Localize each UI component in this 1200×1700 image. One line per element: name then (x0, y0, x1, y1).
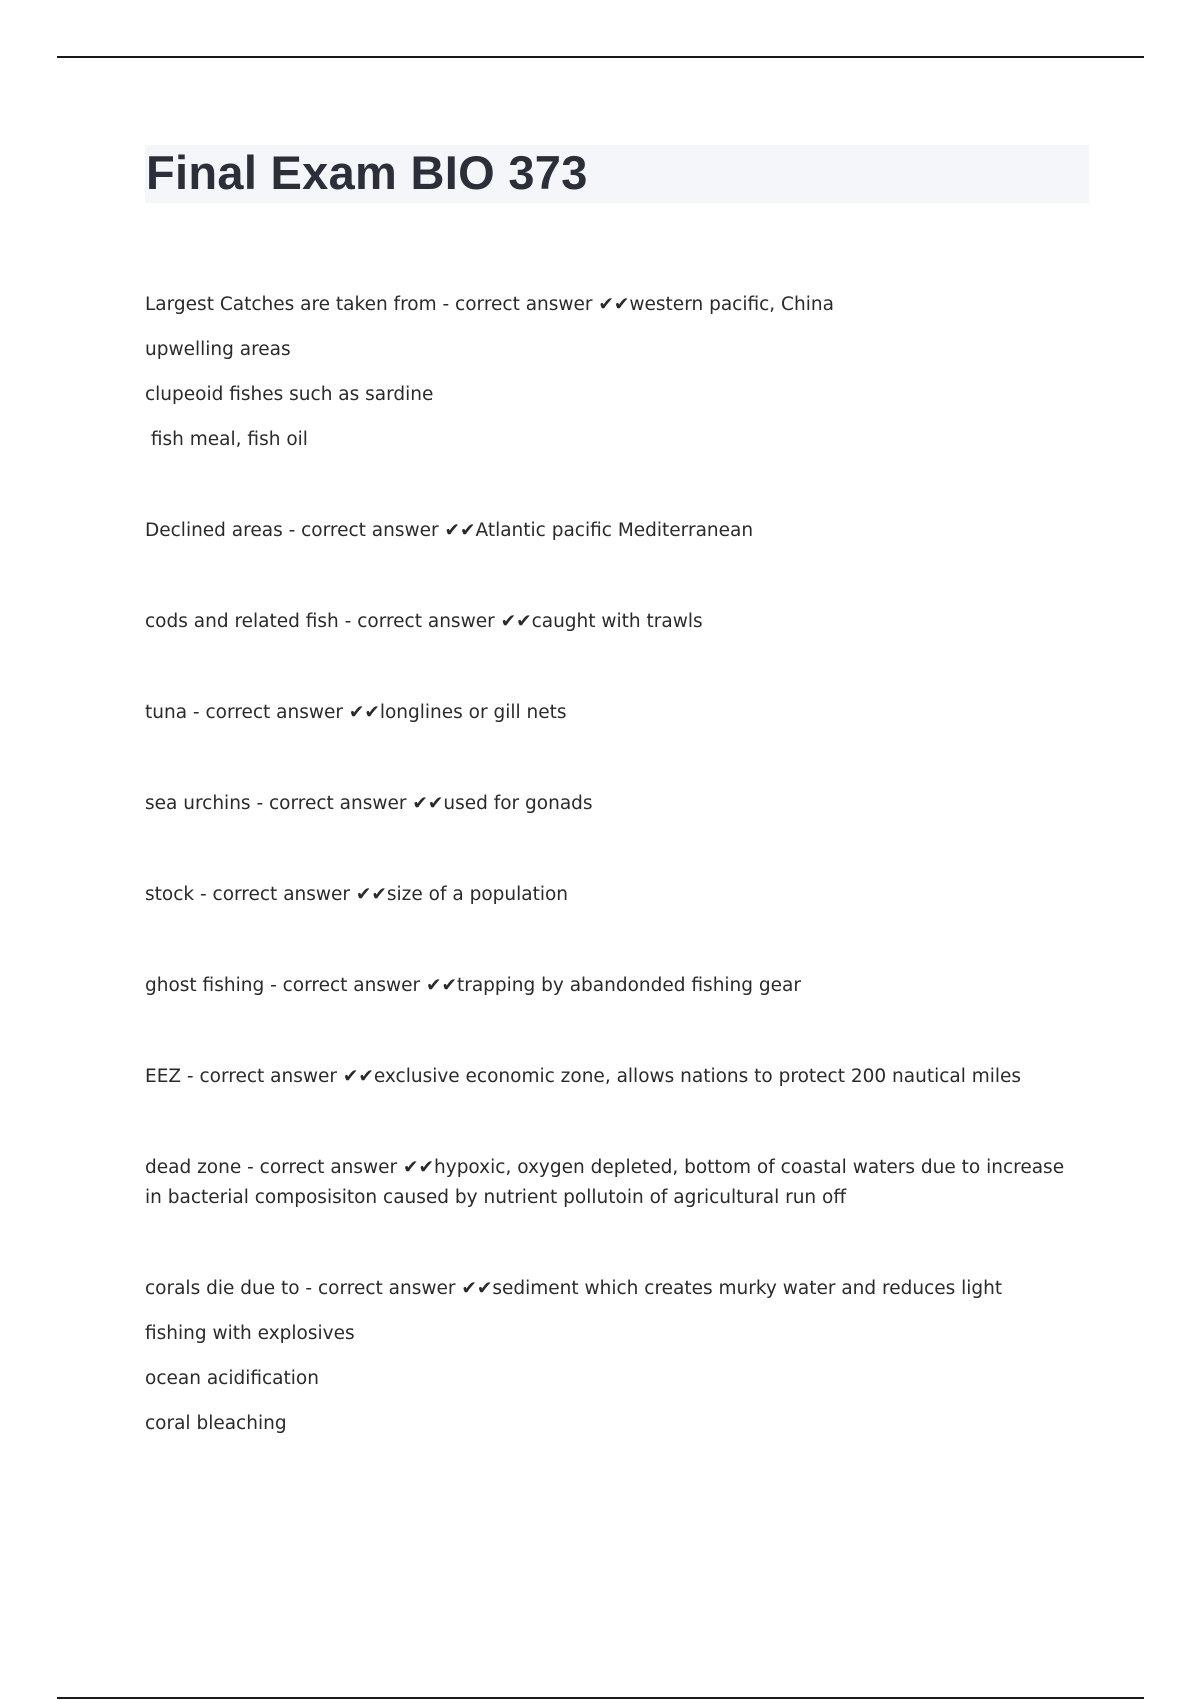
qa-line: EEZ - correct answer ✔✔exclusive economic zone, allows nations to protect 200 nautical miles (145, 1066, 1022, 1087)
qa-line: dead zone - correct answer ✔✔hypoxic, oxygen depleted, bottom of coastal waters due to increase in bacterial composisiton caused by nutrient pollutoin of agricultural run off (145, 1157, 1065, 1208)
document-title: Final Exam BIO 373 (146, 146, 588, 199)
qa-block (145, 516, 1085, 546)
qa-line: corals die due to - correct answer ✔✔sediment which creates murky water and reduces light (145, 1278, 1003, 1299)
qa-line: Largest Catches are taken from - correct answer ✔✔western pacific, China (145, 294, 834, 315)
qa-line: ghost fishing - correct answer ✔✔trapping by abandonded fishing gear (145, 975, 801, 996)
qa-line: upwelling areas (145, 339, 291, 360)
qa-block (145, 698, 1085, 728)
qa-line: tuna - correct answer ✔✔longlines or gill nets (145, 702, 567, 723)
qa-block (145, 607, 1085, 637)
qa-line: sea urchins - correct answer ✔✔used for gonads (145, 793, 593, 814)
qa-block (145, 1153, 1085, 1213)
qa-line: fish meal, fish oil (145, 429, 308, 450)
qa-block (145, 290, 1085, 455)
qa-block (145, 880, 1085, 910)
qa-line: coral bleaching (145, 1413, 287, 1434)
document-body (145, 290, 1085, 1439)
qa-block (145, 1274, 1085, 1439)
qa-line: Declined areas - correct answer ✔✔Atlantic pacific Mediterranean (145, 520, 754, 541)
qa-line: ocean acidification (145, 1368, 319, 1389)
qa-line: clupeoid fishes such as sardine (145, 384, 434, 405)
qa-line: stock - correct answer ✔✔size of a population (145, 884, 569, 905)
qa-line: fishing with explosives (145, 1323, 355, 1344)
header-rule (57, 56, 1144, 58)
qa-line: cods and related fish - correct answer ✔✔caught with trawls (145, 611, 703, 632)
qa-block (145, 971, 1085, 1001)
footer-rule (57, 1697, 1144, 1699)
qa-block (145, 789, 1085, 819)
qa-block (145, 1062, 1085, 1092)
